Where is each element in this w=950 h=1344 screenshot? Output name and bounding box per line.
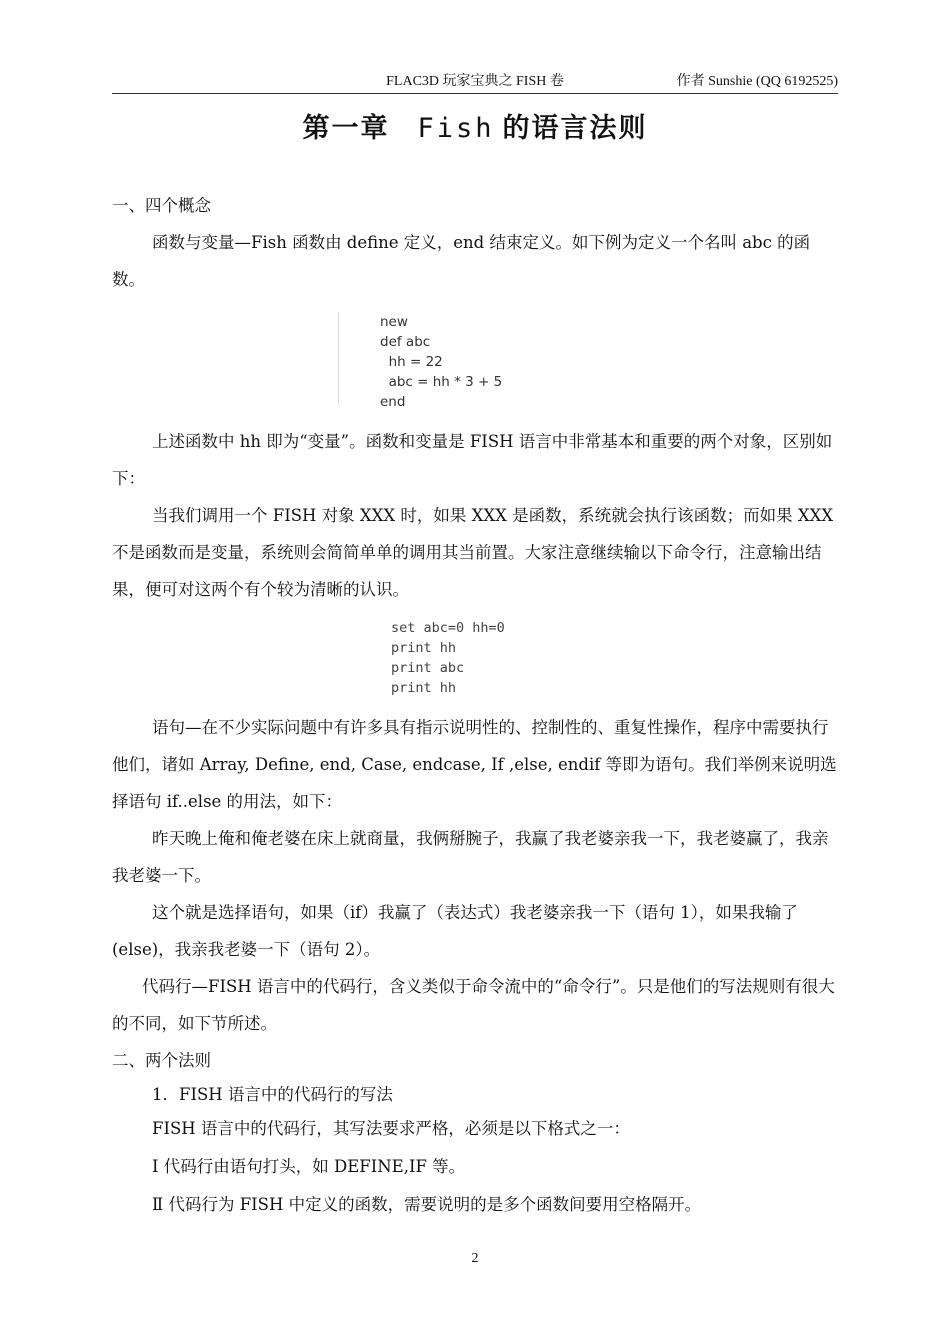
section-1-intro <box>112 187 838 298</box>
rule-1-description: FISH 语言中的代码行，其写法要求严格，必须是以下格式之一： <box>152 1119 630 1138</box>
section-heading-2: 二、两个法则 <box>112 1051 211 1070</box>
paragraph-example-story: 昨天晚上俺和俺老婆在床上就商量，我俩掰腕子，我赢了我老婆亲我一下，我老婆赢了，我亲我老婆一下。 <box>112 829 829 885</box>
chapter-title-suffix: 的语言法则 <box>502 113 648 144</box>
header-rule <box>112 93 838 94</box>
paragraph-variable-explanation: 上述函数中 hh 即为“变量”。函数和变量是 FISH 语言中非常基本和重要的两个对象，区别如下： <box>112 432 833 488</box>
header-author: 作者 Sunshie (QQ 6192525) <box>676 74 838 89</box>
section-1-body <box>112 423 838 608</box>
code-line: hh = 22 <box>380 354 443 370</box>
code-line: abc = hh * 3 + 5 <box>380 374 503 390</box>
section-1-statements <box>112 709 838 1079</box>
code-line: print hh <box>391 680 457 696</box>
paragraph-calling-objects: 当我们调用一个 FISH 对象 XXX 时，如果 XXX 是函数，系统就会执行该函数；而如果 XXX 不是函数而是变量，系统则会简简单单的调用其当前置。大家注意继续输以下命令行，注意输出结果，便可对这两个有个较为清晰的认识。 <box>112 506 834 599</box>
code-line: print abc <box>391 660 465 676</box>
paragraph-if-else-explanation: 这个就是选择语句，如果（if）我赢了（表达式）我老婆亲我一下（语句 1），如果我输了(else)，我亲我老婆一下（语句 2）。 <box>112 903 798 959</box>
code-line: set abc=0 hh=0 <box>391 620 505 636</box>
code-line: def abc <box>380 334 431 350</box>
paragraph-statements: 语句—在不少实际问题中有许多具有指示说明性的、控制性的、重复性操作，程序中需要执行他们，诸如 Array, Define, end, Case, endcase, If ,else, endif 等即为语句。我们举例来说明选择语句 if..else 的用法，如下： <box>112 718 837 811</box>
rule-1-format-i: Ⅰ 代码行由语句打头，如 DEFINE,IF 等。 <box>152 1157 466 1176</box>
chapter-title <box>0 106 950 145</box>
page-header <box>112 70 838 90</box>
code-block-define-abc <box>380 312 502 412</box>
rule-1-heading: 1．FISH 语言中的代码行的写法 <box>152 1085 393 1104</box>
paragraph-code-lines: 代码行—FISH 语言中的代码行，含义类似于命令流中的“命令行”。只是他们的写法规则有很大的不同，如下节所述。 <box>112 977 835 1033</box>
code-line: new <box>380 314 408 330</box>
section-2-rules <box>112 1080 838 1224</box>
header-book-title: FLAC3D 玩家宝典之 FISH 卷 <box>386 74 564 89</box>
section-heading-1: 一、四个概念 <box>112 196 211 215</box>
code-line: print hh <box>391 640 457 656</box>
code-block-set-print <box>391 618 505 698</box>
code-line: end <box>380 394 406 410</box>
page-number: 2 <box>471 1251 479 1266</box>
chapter-title-prefix: 第一章 <box>302 113 390 144</box>
code-block-rule <box>338 312 339 404</box>
rule-1-format-ii: Ⅱ 代码行为 FISH 中定义的函数，需要说明的是多个函数间要用空格隔开。 <box>152 1195 702 1214</box>
chapter-title-fish: Fish <box>417 113 495 144</box>
paragraph-functions-variables: 函数与变量—Fish 函数由 define 定义，end 结束定义。如下例为定义一个名叫 abc 的函数。 <box>112 233 811 289</box>
